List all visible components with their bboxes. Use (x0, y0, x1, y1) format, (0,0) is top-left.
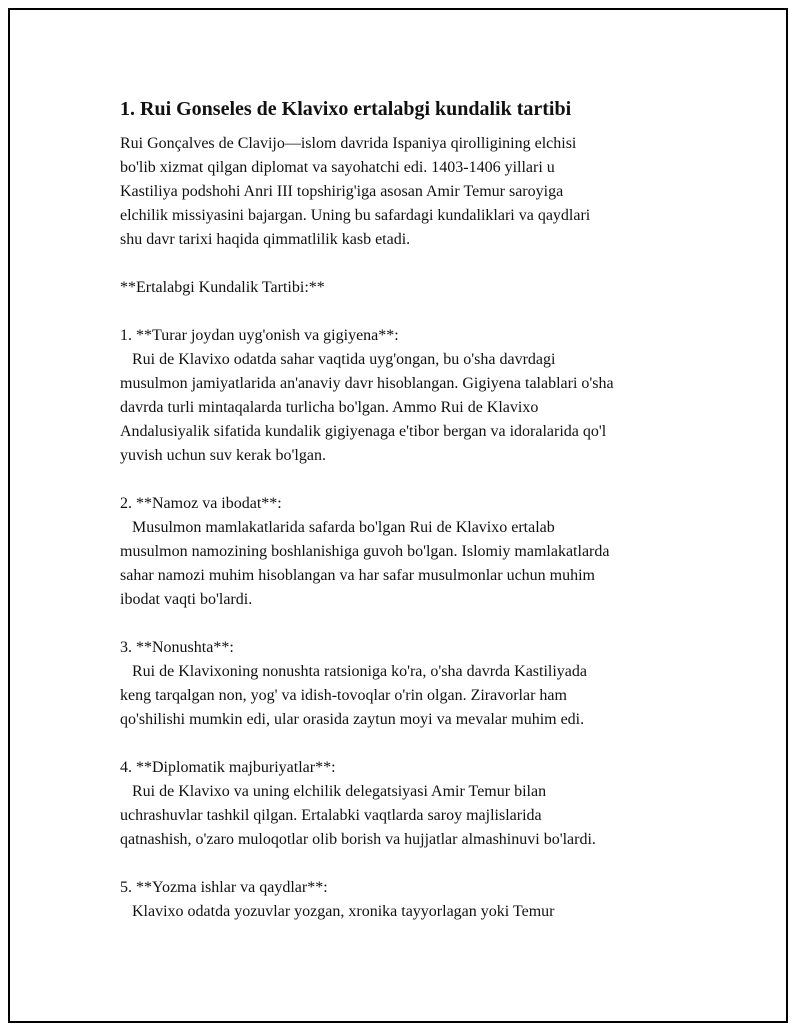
section-heading: 4. **Diplomatik majburiyatlar**: (120, 759, 336, 776)
section-heading: 5. **Yozma ishlar va qaydlar**: (120, 879, 328, 896)
section-diplomatic-duties (120, 756, 710, 852)
section-line: Rui de Klavixo odatda sahar vaqtida uyg'ongan, bu o'sha davrdagi (120, 351, 556, 368)
section-line: Musulmon mamlakatlarida safarda bo'lgan Rui de Klavixo ertalab (120, 519, 555, 536)
section-line: musulmon namozining boshlanishiga guvoh bo'lgan. Islomiy mamlakatlarda (120, 543, 610, 560)
section-prayer (120, 492, 710, 612)
document-title: 1. Rui Gonseles de Klavixo ertalabgi kundalik tartibi (120, 98, 572, 120)
section-body (120, 660, 710, 732)
section-body (120, 780, 710, 852)
section-body (120, 516, 710, 612)
section-heading: 1. **Turar joydan uyg'onish va gigiyena**: (120, 327, 399, 344)
section-line: sahar namozi muhim hisoblangan va har safar musulmonlar uchun muhim (120, 567, 595, 584)
section-line: Rui de Klavixo va uning elchilik delegatsiyasi Amir Temur bilan (120, 783, 547, 800)
section-line: davrda turli mintaqalarda turlicha bo'lgan. Ammo Rui de Klavixo (120, 399, 539, 416)
section-wake-hygiene (120, 324, 710, 468)
page-frame (8, 8, 788, 1023)
section-line: ibodat vaqti bo'lardi. (120, 591, 253, 608)
intro-line: shu davr tarixi haqida qimmatlilik kasb etadi. (120, 231, 411, 248)
section-line: keng tarqalgan non, yog' va idish-tovoqlar o'rin olgan. Ziravorlar ham (120, 687, 567, 704)
section-writing-notes (120, 876, 710, 924)
section-breakfast (120, 636, 710, 732)
section-line: Rui de Klavixoning nonushta ratsioniga ko'ra, o'sha davrda Kastiliyada (120, 663, 587, 680)
section-body (120, 900, 710, 924)
intro-line: bo'lib xizmat qilgan diplomat va sayohatchi edi. 1403-1406 yillari u (120, 159, 555, 176)
intro-paragraph (120, 132, 710, 252)
section-line: qo'shilishi mumkin edi, ular orasida zaytun moyi va mevalar muhim edi. (120, 711, 585, 728)
intro-line: elchilik missiyasini bajargan. Uning bu safardagi kundaliklari va qaydlari (120, 207, 591, 224)
section-line: musulmon jamiyatlarida an'anaviy davr hisoblangan. Gigiyena talablari o'sha (120, 375, 614, 392)
section-line: Klavixo odatda yozuvlar yozgan, xronika tayyorlagan yoki Temur (120, 903, 555, 920)
subheading: **Ertalabgi Kundalik Tartibi:** (120, 279, 325, 296)
section-line: qatnashish, o'zaro muloqotlar olib borish va hujjatlar almashinuvi bo'lardi. (120, 831, 596, 848)
section-heading: 2. **Namoz va ibodat**: (120, 495, 282, 512)
intro-line: Kastiliya podshohi Anri III topshirig'iga asosan Amir Temur saroyiga (120, 183, 564, 200)
section-heading: 3. **Nonushta**: (120, 639, 234, 656)
section-line: yuvish uchun suv kerak bo'lgan. (120, 447, 326, 464)
section-line: Andalusiyalik sifatida kundalik gigiyenaga e'tibor bergan va idoralarida qo'l (120, 423, 607, 440)
section-line: uchrashuvlar tashkil qilgan. Ertalabki vaqtlarda saroy majlislarida (120, 807, 542, 824)
section-body (120, 348, 710, 468)
intro-line: Rui Gonçalves de Clavijo—islom davrida Ispaniya qirolligining elchisi (120, 135, 577, 152)
document-content (120, 96, 710, 948)
